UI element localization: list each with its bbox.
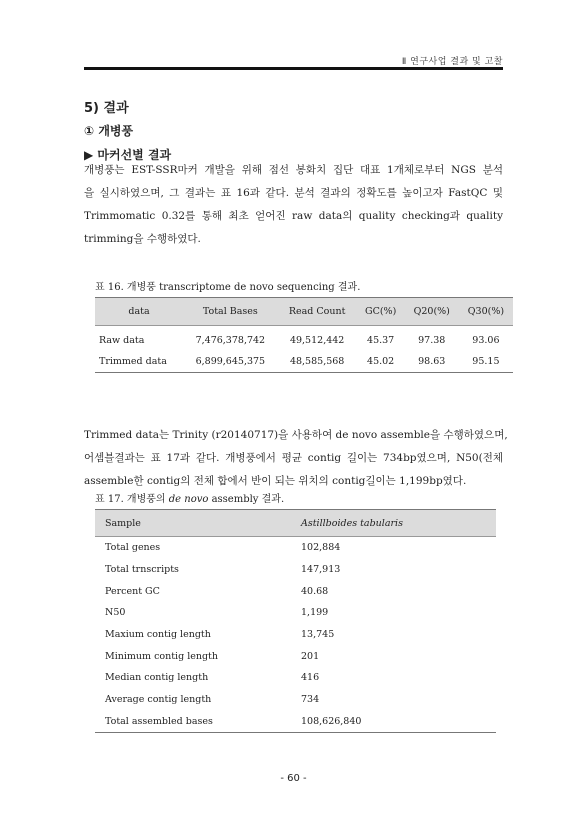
- table17-caption: [95, 490, 284, 505]
- caption-suffix: assembly 결과.: [208, 494, 285, 505]
- table-row: [95, 326, 513, 352]
- table-cell: N50: [105, 607, 126, 619]
- table-cell: 1,199: [301, 607, 329, 619]
- table-cell: 40.68: [301, 585, 329, 597]
- paragraph-line: Trimmed data는 Trinity (r20140717)을 사용하여 de novo assemble을 수행하였으며,: [84, 429, 508, 441]
- column-header: Astillboides tabularis: [291, 510, 496, 537]
- table-row: [95, 351, 513, 373]
- table-cell: 93.06: [472, 335, 500, 346]
- table-cell: 45.37: [367, 335, 395, 346]
- paragraph-line: 개병풍는 EST-SSR마커 개발을 위해 점선 봉화치 집단 대표 1개체로부터 NGS 분석: [84, 164, 503, 176]
- paragraph-line: 을 실시하였으며, 그 결과는 표 16과 같다. 분석 결과의 정확도를 높이고자 FastQC 및: [84, 187, 503, 199]
- table-cell: 48,585,568: [278, 351, 357, 373]
- table-cell: 95.15: [459, 351, 513, 373]
- table-header-row: [95, 298, 513, 326]
- table-row: [95, 602, 496, 624]
- table-cell: Total assembled bases: [95, 711, 291, 733]
- table-cell: 98.63: [405, 351, 459, 373]
- table-cell: Raw data: [99, 335, 145, 346]
- table-cell: 147,913: [301, 564, 341, 576]
- table-cell: 416: [301, 672, 320, 684]
- caption-prefix: 표 17. 개병풍의: [95, 494, 169, 505]
- paragraph-line: Trimmomatic 0.32를 통해 최초 얻어진 raw data의 quality checking과 quality: [84, 210, 503, 222]
- paragraph-line: assemble한 contig의 전체 합에서 반이 되는 위치의 contig길이는 1,199bp였다.: [84, 475, 467, 487]
- table-cell: Total genes: [105, 542, 161, 554]
- table-cell: 102,884: [301, 542, 341, 554]
- table16-caption: 표 16. 개병풍 transcriptome de novo sequencing 결과.: [95, 282, 361, 293]
- table-cell: 49,512,442: [289, 335, 345, 346]
- table-row: [95, 667, 496, 689]
- paragraph-ngs-analysis: [84, 159, 503, 251]
- paragraph-assembly: [84, 424, 508, 493]
- column-header: data: [95, 298, 183, 326]
- table-row: [95, 645, 496, 667]
- table-cell: 201: [301, 650, 320, 662]
- paragraph-line: trimming을 수행하였다.: [84, 233, 201, 245]
- table-header-row: [95, 510, 496, 537]
- table-cell: 7,476,378,742: [195, 335, 266, 346]
- table-cell: Minimum contig length: [105, 650, 218, 662]
- table-cell: Average contig length: [105, 694, 212, 706]
- table-cell: Median contig length: [105, 672, 209, 684]
- table-cell: Total trnscripts: [105, 564, 179, 576]
- table-cell: Trimmed data: [95, 351, 183, 373]
- paragraph-line: 어셈블결과는 표 17과 같다. 개병풍에서 평균 contig 길이는 734bp였으며, N50(전체: [84, 452, 503, 464]
- table-cell: 13,745: [301, 629, 335, 641]
- table16-sequencing-results: [95, 297, 513, 373]
- caption-italic: de novo: [168, 494, 209, 505]
- table-row: [95, 580, 496, 602]
- page-number: - 60 -: [280, 773, 307, 784]
- column-header: Q20(%): [405, 298, 459, 326]
- table-row: [95, 537, 496, 559]
- table-row: [95, 624, 496, 646]
- table-cell: 734: [301, 694, 320, 706]
- header-rule: [84, 67, 503, 70]
- table-row: [95, 711, 496, 733]
- running-head: Ⅱ 연구사업 결과 및 고찰: [401, 57, 503, 67]
- subsubsection-title: ▶ 마커선별 결과: [84, 148, 172, 162]
- table-row: [95, 559, 496, 581]
- table-cell: 97.38: [418, 335, 446, 346]
- section-title: 5) 결과: [84, 101, 129, 116]
- column-header: Sample: [95, 510, 291, 537]
- subsection-title: ① 개병풍: [84, 124, 134, 138]
- table-cell: Percent GC: [105, 585, 160, 597]
- column-header: Q30(%): [459, 298, 513, 326]
- column-header: Total Bases: [183, 298, 278, 326]
- column-header: GC(%): [357, 298, 405, 326]
- column-header: Read Count: [278, 298, 357, 326]
- table-cell: 6,899,645,375: [183, 351, 278, 373]
- table-cell: 108,626,840: [291, 711, 496, 733]
- table-cell: Maxium contig length: [105, 629, 211, 641]
- table-cell: 45.02: [357, 351, 405, 373]
- table-row: [95, 689, 496, 711]
- table17-assembly-results: [95, 509, 496, 733]
